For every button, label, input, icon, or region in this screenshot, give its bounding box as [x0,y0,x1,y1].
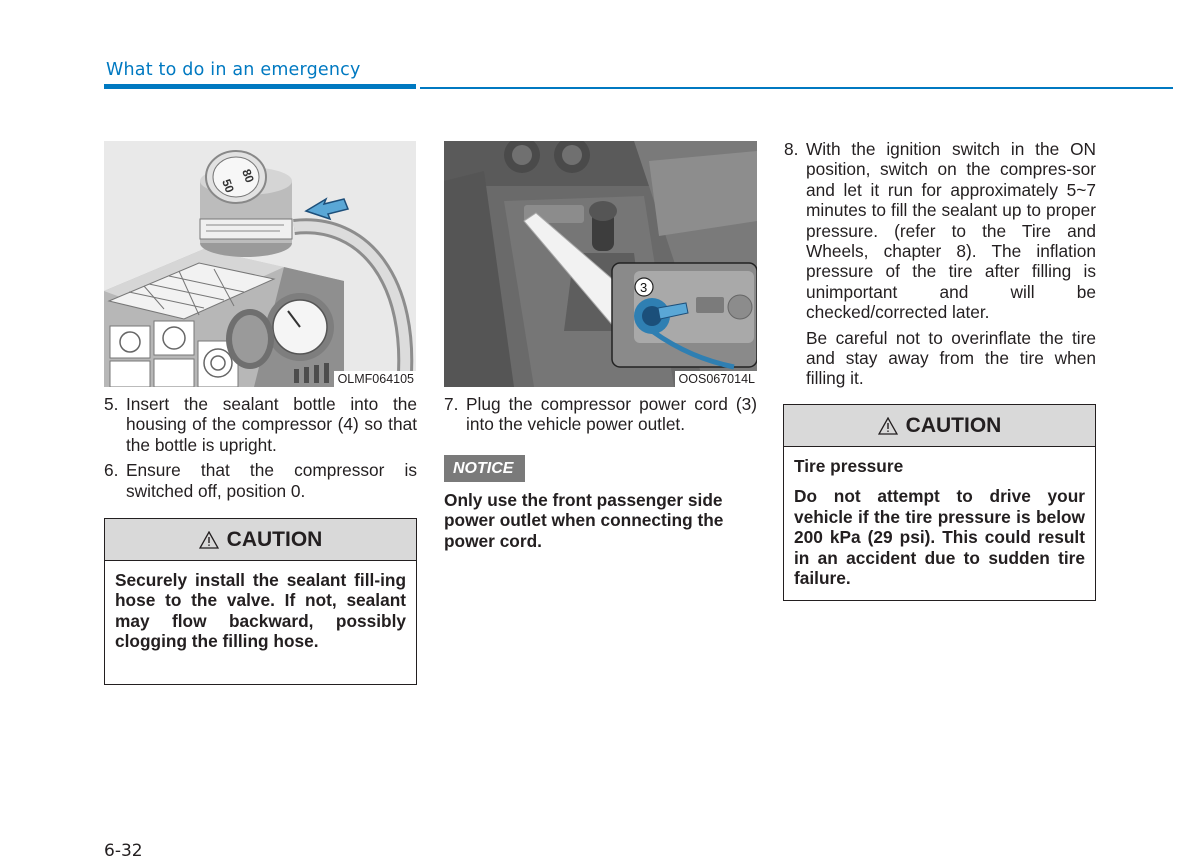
caution-box-sealant [104,518,417,685]
step-7 [444,394,757,435]
step-text: Plug the compressor power cord (3) into the vehicle power outlet. [466,394,757,435]
caution-header [784,405,1095,447]
caution-text: Do not attempt to drive your vehicle if the tire pressure is below 200 kPa (29 psi). This could result in an accident due to sudden tire failure. [794,486,1085,589]
section-title: What to do in an emergency [106,60,361,80]
middle-column-steps [444,394,757,440]
header-rule-thin [420,87,1173,89]
step-number: 7. [444,394,459,414]
right-column-steps [784,139,1096,389]
caution-title: CAUTION [226,527,323,551]
caution-header [105,519,416,561]
gauge-80-label: 80 [239,167,257,185]
step-text: Ensure that the compressor is switched off, position 0. [126,460,417,501]
step-6 [104,460,417,501]
left-column-steps [104,394,417,506]
notice-text: Only use the front passenger side power outlet when connecting the power cord. [444,490,724,551]
caution-subtitle: Tire pressure [794,456,904,476]
notice-badge: NOTICE [444,455,525,482]
step-number: 5. [104,394,119,414]
caution-title: CAUTION [905,413,1002,437]
caution-content [784,447,1095,598]
figure-code: OLMF064105 [334,371,416,387]
step-8-note: Be careful not to overinflate the tire and stay away from the tire when filling it. [806,327,1096,389]
step-number: 8. [784,139,799,159]
warning-triangle-icon [878,417,898,435]
caution-box-tire-pressure [783,404,1096,601]
figure-compressor [104,141,416,387]
console-illustration [444,141,757,387]
compressor-illustration [104,141,416,387]
warning-triangle-icon [199,531,219,549]
step-8 [784,139,1096,323]
step-5 [104,394,417,455]
figure-power-outlet [444,141,757,387]
step-text: Insert the sealant bottle into the housing of the compressor (4) so that the bottle is upright. [126,394,417,455]
gauge-50-label: 50 [219,177,237,195]
caution-text: Securely install the sealant fill-ing hose to the valve. If not, sealant may flow backward, possibly clogging the filling hose. [115,570,406,652]
callout-3: 3 [640,280,648,295]
page-number: 6-32 [104,841,143,861]
step-number: 6. [104,460,119,481]
figure-code: OOS067014L [675,371,757,387]
header-rule-thick [104,84,416,89]
step-text: With the ignition switch in the ON position, switch on the compres-sor and let it run for approximately 5~7 minutes to fill the sealant up to proper pressure. (refer to the Tire and Wheels, chapter 8). The inflation pressure of the tire after filling is unimportant and will be checked/corrected later. [806,139,1096,323]
